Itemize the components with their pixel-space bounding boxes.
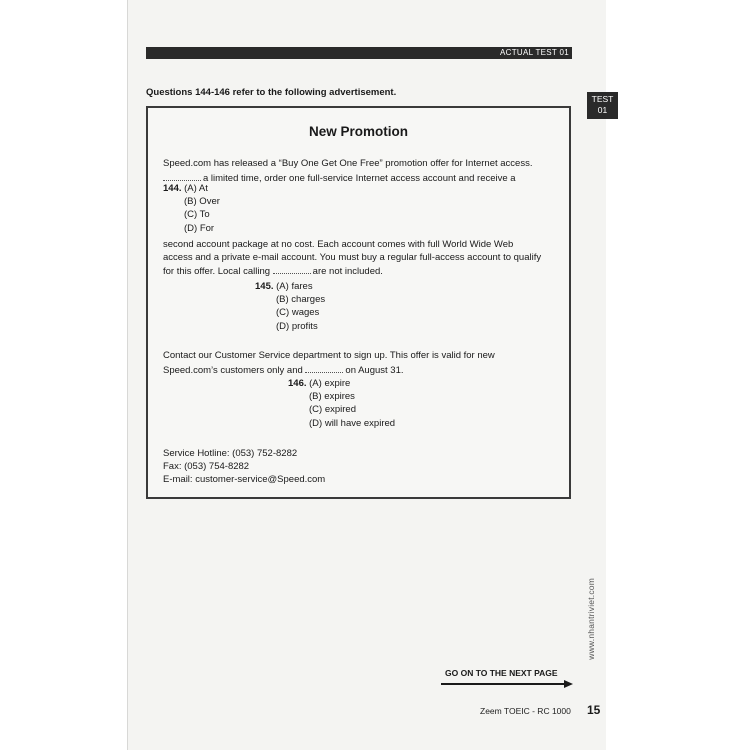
- para3-line1: Contact our Customer Service department to sign up. This offer is valid for new: [163, 350, 495, 361]
- blank-144: [163, 171, 201, 181]
- question-146-options: [288, 377, 395, 430]
- page-number: 15: [587, 703, 601, 717]
- contact-info: [163, 447, 325, 487]
- side-tab-line2: 01: [597, 105, 608, 115]
- option-c[interactable]: (C) To: [184, 209, 210, 221]
- paragraph-1: [163, 158, 532, 185]
- fax-number: Fax: (053) 754-8282: [163, 461, 250, 473]
- option-a[interactable]: (A) fares: [276, 281, 313, 292]
- advertisement-box: [146, 106, 571, 499]
- option-d[interactable]: (D) will have expired: [309, 417, 396, 429]
- option-b[interactable]: (B) expires: [309, 391, 355, 403]
- option-d[interactable]: (D) For: [184, 222, 215, 234]
- paragraph-2: [163, 239, 541, 279]
- test-side-tab: [587, 92, 618, 119]
- website-watermark: www.nhantriviet.com: [586, 578, 596, 660]
- para2-line2: access and a private e-mail account. You must buy a regular full-access account to qualify: [163, 251, 542, 263]
- ad-title: New Promotion: [308, 124, 408, 139]
- question-number: 144.: [163, 183, 182, 194]
- blank-145: [273, 264, 311, 274]
- side-tab-line1: TEST: [591, 94, 614, 104]
- option-d[interactable]: (D) profits: [276, 320, 318, 332]
- question-145-options: [255, 280, 325, 333]
- question-145-first: [255, 280, 325, 293]
- section-label: ACTUAL TEST 01: [500, 48, 569, 57]
- option-b[interactable]: (B) charges: [276, 294, 326, 306]
- option-b[interactable]: (B) Over: [184, 196, 220, 208]
- blank-146: [305, 363, 343, 373]
- next-page-label[interactable]: GO ON TO THE NEXT PAGE: [445, 668, 558, 678]
- option-c[interactable]: (C) expired: [309, 404, 356, 416]
- right-arrow-icon: [440, 680, 574, 688]
- para2-line3: for this offer. Local calling are not included.: [163, 266, 383, 277]
- questions-intro: Questions 144-146 refer to the following advertisement.: [146, 87, 397, 98]
- question-number: 145.: [255, 281, 274, 292]
- section-header-bar: [146, 47, 572, 59]
- option-a[interactable]: (A) At: [184, 183, 208, 194]
- question-144-first: [163, 182, 220, 195]
- option-c[interactable]: (C) wages: [276, 307, 320, 319]
- email-address: E-mail: customer-service@Speed.com: [163, 474, 326, 486]
- book-title: Zeem TOEIC - RC 1000: [480, 706, 571, 716]
- para2-line1: second account package at no cost. Each account comes with full World Wide Web: [163, 239, 514, 250]
- paragraph-3: [163, 350, 495, 377]
- question-146-first: [288, 377, 395, 390]
- para1-line2: a limited time, order one full-service Internet access account and receive a: [163, 171, 532, 186]
- option-a[interactable]: (A) expire: [309, 378, 351, 389]
- para1-line1: Speed.com has released a “Buy One Get One Free” promotion offer for Internet access.: [163, 158, 533, 169]
- service-hotline: Service Hotline: (053) 752-8282: [163, 448, 298, 459]
- para3-line2: Speed.com’s customers only and on August 31.: [163, 364, 404, 376]
- question-144-options: [163, 182, 220, 235]
- question-number: 146.: [288, 378, 307, 389]
